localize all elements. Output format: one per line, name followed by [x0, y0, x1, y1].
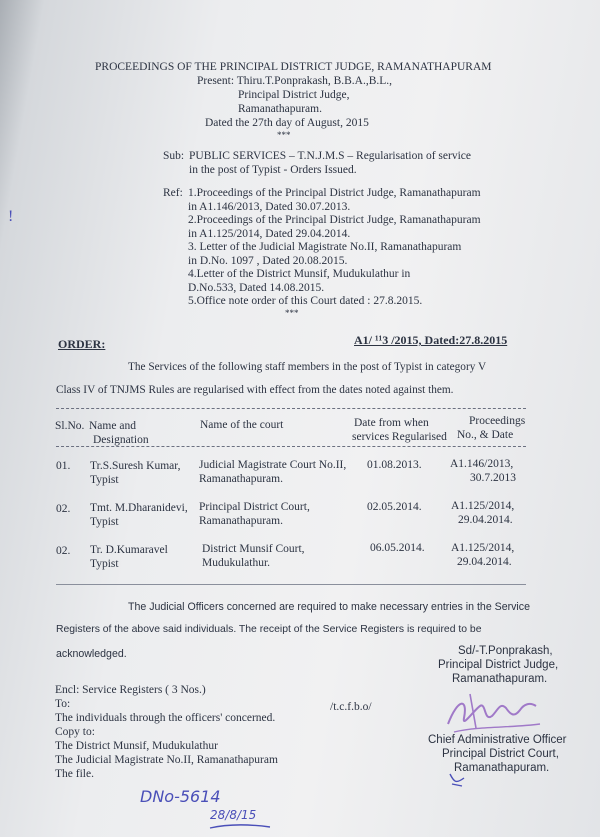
row-court-2: Mudukulathur. — [202, 557, 271, 569]
ref-line: 3. Letter of the Judicial Magistrate No.II, Ramanathapuram — [188, 241, 462, 253]
row-slno: 01. — [56, 460, 71, 472]
present-place: Ramanathapuram. — [238, 103, 322, 115]
row-court-1: Principal District Court, — [199, 501, 310, 513]
subject-line-1: PUBLIC SERVICES – T.N.J.M.S – Regularisation of service — [189, 150, 471, 162]
handwritten-dis-number: DNo-5614 — [140, 787, 221, 806]
header-proceedings-2: No., & Date — [457, 429, 514, 441]
header-name: Name and — [89, 420, 136, 432]
initial-mark — [446, 770, 470, 790]
row-proceedings-2: 29.04.2014. — [457, 556, 512, 568]
row-date: 02.05.2014. — [367, 501, 422, 513]
row-proceedings-2: 30.7.2013 — [470, 472, 516, 484]
row-designation: Typist — [90, 516, 119, 528]
ref-line: in D.No. 1097 , Dated 20.08.2015. — [188, 255, 348, 267]
row-proceedings-1: A1.125/2014, — [451, 500, 515, 512]
row-slno: 02. — [56, 503, 71, 515]
closing-line-2: Registers of the above said individuals. The receipt of the Service Registers is required to be — [56, 624, 482, 635]
row-court-1: District Munsif Court, — [202, 543, 305, 555]
table-bottom-rule — [56, 584, 526, 585]
header-court: Name of the court — [200, 419, 284, 431]
document-title: PROCEEDINGS OF THE PRINCIPAL DISTRICT JUDGE, RAMANATHAPURAM — [95, 61, 492, 73]
row-slno: 02. — [56, 545, 71, 557]
cao-title: Chief Administrative Officer — [428, 734, 567, 746]
closing-line-3: acknowledged. — [56, 648, 127, 660]
table-header-rule — [56, 446, 526, 447]
order-number: A1/ ¹¹3 /2015, Dated:27.8.2015 — [354, 333, 508, 347]
ref-line: 2.Proceedings of the Principal District Judge, Ramanathapuram — [188, 214, 481, 226]
dated-line: Dated the 27th day of August, 2015 — [205, 117, 369, 129]
header-stars: *** — [277, 130, 291, 140]
order-para-line-2: Class IV of TNJMS Rules are regularised with effect from the dates noted against them. — [56, 384, 454, 396]
cao-court: Principal District Court, — [442, 748, 559, 760]
row-date: 06.05.2014. — [370, 542, 425, 554]
ref-line: in A1.146/2013, Dated 30.07.2013. — [188, 201, 351, 213]
ref-line: 5.Office note order of this Court dated : 27.8.2015. — [188, 295, 423, 307]
row-court-2: Ramanathapuram. — [199, 515, 283, 527]
subject-label: Sub: — [163, 150, 185, 162]
cao-place: Ramanathapuram. — [454, 762, 550, 774]
handwritten-signature — [440, 688, 550, 738]
closing-line-1: The Judicial Officers concerned are required to make necessary entries in the Service — [128, 601, 530, 613]
row-proceedings-1: A1.125/2014, — [451, 542, 515, 554]
handwritten-underline — [208, 822, 272, 832]
order-heading: ORDER: — [58, 337, 106, 351]
copy-line: The Judicial Magistrate No.II, Ramanathapuram — [55, 754, 278, 766]
margin-mark-icon: ǃ — [8, 208, 14, 225]
header-designation: Designation — [93, 434, 149, 446]
header-date-2: services Regularised — [352, 431, 447, 443]
row-name: Tr.S.Suresh Kumar, — [90, 460, 181, 472]
copy-line: The file. — [55, 768, 94, 780]
present-designation: Principal District Judge, — [238, 89, 350, 101]
handwritten-date: 28/8/15 — [210, 808, 257, 822]
copy-to-label: Copy to: — [55, 726, 95, 738]
row-name: Tmt. M.Dharanidevi, — [90, 502, 188, 514]
ref-line: 4.Letter of the District Munsif, Mudukulathur in — [188, 268, 411, 280]
row-proceedings-2: 29.04.2014. — [458, 514, 513, 526]
tcfbo-mark: /t.c.f.b.o/ — [330, 701, 372, 713]
order-para-line-1: The Services of the following staff members in the post of Typist in category V — [128, 361, 487, 373]
row-date: 01.08.2013. — [367, 459, 422, 471]
row-name: Tr. D.Kumaravel — [90, 544, 168, 556]
signature-designation: Principal District Judge, — [438, 659, 559, 671]
signature-name: Sd/-T.Ponprakash, — [458, 645, 553, 657]
row-designation: Typist — [90, 558, 119, 570]
to-label: To: — [55, 698, 71, 710]
row-court-2: Ramanathapuram. — [199, 473, 283, 485]
header-date-1: Date from when — [354, 417, 429, 429]
ref-label: Ref: — [163, 187, 183, 199]
subject-line-2: in the post of Typist - Orders Issued. — [189, 164, 357, 176]
present-line: Present: Thiru.T.Ponprakash, B.B.A.,B.L., — [197, 75, 393, 87]
header-slno: Sl.No. — [55, 420, 85, 432]
to-line: The individuals through the officers' concerned. — [55, 712, 276, 724]
signature-place: Ramanathapuram. — [452, 673, 548, 685]
copy-line: The District Munsif, Mudukulathur — [55, 740, 218, 752]
ref-line: in A1.125/2014, Dated 29.04.2014. — [188, 228, 351, 240]
row-court-1: Judicial Magistrate Court No.II, — [199, 459, 347, 471]
row-designation: Typist — [90, 474, 119, 486]
ref-line: D.No.533, Dated 14.08.2015. — [188, 282, 325, 294]
row-proceedings-1: A1.146/2013, — [450, 458, 514, 470]
table-top-rule — [56, 408, 526, 409]
header-proceedings-1: Proceedings — [469, 415, 526, 427]
enclosure-line: Encl: Service Registers ( 3 Nos.) — [55, 684, 206, 696]
ref-stars: *** — [285, 308, 299, 318]
ref-line: 1.Proceedings of the Principal District Judge, Ramanathapuram — [188, 187, 481, 199]
